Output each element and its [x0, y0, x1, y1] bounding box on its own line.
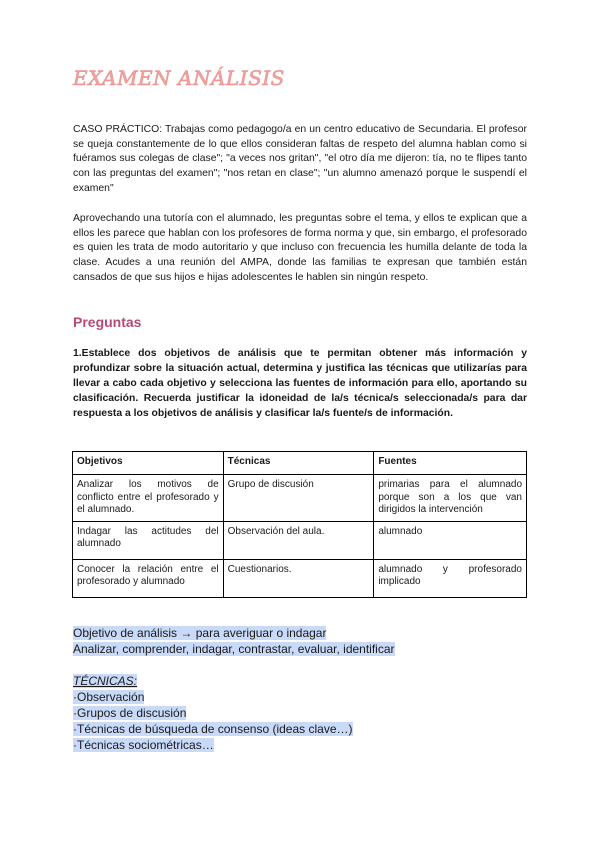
note-objective-definition: Objetivo de análisis → para averiguar o indagar [73, 626, 327, 640]
table-cell: Analizar los motivos de conflicto entre el profesorado y el alumnado. [73, 475, 224, 522]
table-cell: Cuestionarios. [223, 559, 374, 597]
table-cell: primarias para el alumnado porque son a los que van dirigidos la intervención [374, 475, 527, 522]
notes-section [73, 625, 395, 753]
table-cell: Grupo de discusión [223, 475, 374, 522]
table-cell: Observación del aula. [223, 521, 374, 559]
header-objetivos: Objetivos [73, 452, 224, 475]
header-fuentes: Fuentes [374, 452, 527, 475]
questions-heading: Preguntas [73, 314, 142, 330]
header-tecnicas: Técnicas [223, 452, 374, 475]
tecnicas-heading: TÉCNICAS: [73, 674, 138, 688]
tecnica-item: ·Técnicas de búsqueda de consenso (ideas clave…) [73, 722, 353, 736]
table-row [73, 475, 527, 522]
table-row [73, 559, 527, 597]
table-cell: Indagar las actitudes del alumnado [73, 521, 224, 559]
tecnica-item: ·Grupos de discusión [73, 706, 187, 720]
question-1: 1.Establece dos objetivos de análisis que te permitan obtener más información y profundizar sobre la situación actual, determina y justifica las técnicas que utilizarías para llevar a cabo cada objetivo y selecciona las fuentes de información para ello, aportando su clasificación. Recuerda justificar la idoneidad de la/s técnica/s seleccionada/s para dar respuesta a los objetivos de análisis y clasificar la/s fuente/s de información. [73, 348, 527, 419]
note-objective-verbs: Analizar, comprender, indagar, contrastar, evaluar, identificar [73, 642, 395, 656]
case-paragraph-1: CASO PRÁCTICO: Trabajas como pedagogo/a en un centro educativo de Secundaria. El profesor se queja constantemente de lo que ellos consideran faltas de respeto del alumna hablan como si fuéramos sus colegas de clase"; "a veces nos gritan", "el otro día me dijeron: tía, no te flipes tanto con las preguntas del examen"; "nos retan en clase"; "un alumno amenazó porque le suspendí el examen" [73, 124, 527, 194]
tecnica-item: ·Observación [73, 690, 145, 704]
case-paragraph-2: Aprovechando una tutoría con el alumnado, les preguntas sobre el tema, y ellos te explican que a ellos les parece que hablan con los profesores de forma norma y que, sin embargo, el profesorado es quien les trata de modo autoritario y que incluso con frecuencia les humilla delante de toda la clase. Acudes a una reunión del AMPA, donde las familias te expresan que también están cansados de que sus hijos e hijas adolescentes le hablen sin ningún respeto. [73, 213, 527, 283]
objectives-table [72, 451, 527, 598]
table-cell: alumnado y profesorado implicado [374, 559, 527, 597]
table-cell: alumnado [374, 521, 527, 559]
table-row [73, 521, 527, 559]
table-header-row [73, 452, 527, 475]
tecnica-item: ·Técnicas sociométricas… [73, 738, 214, 752]
document-title: EXAMEN ANÁLISIS [73, 66, 285, 90]
table-cell: Conocer la relación entre el profesorado y alumnado [73, 559, 224, 597]
